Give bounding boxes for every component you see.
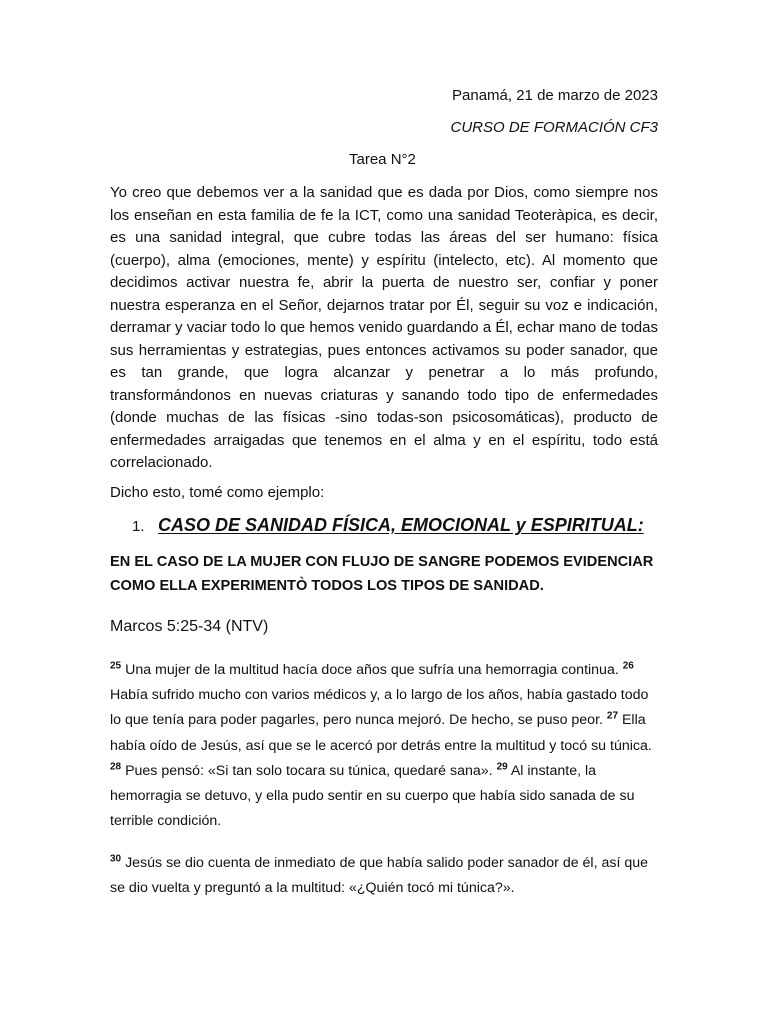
verse-number: 29 xyxy=(496,761,508,773)
verse-number: 30 xyxy=(110,853,122,865)
verse-number: 28 xyxy=(110,761,122,773)
section-subtitle: EN EL CASO DE LA MUJER CON FLUJO DE SANGRE PODEMOS EVIDENCIAR COMO ELLA EXPERIMENTÒ TODOS LOS TIPOS DE SANIDAD. xyxy=(110,554,654,594)
section-title: CASO DE SANIDAD FÍSICA, EMOCIONAL y ESPIRITUAL: xyxy=(158,515,644,535)
verse-text: Jesús se dio cuenta de inmediato de que había salido poder sanador de él, así que se dio vuelta y preguntó a la multitud: «¿Quién tocó mi túnica?». xyxy=(110,855,649,897)
verse-text: Había sufrido mucho con varios médicos y, a lo largo de los años, había gastado todo lo que tenía para poder pagarles, pero nunca mejoró. De hecho, se puso peor. xyxy=(110,687,649,729)
verse-text: Ella había oído de Jesús, así que se le acercó por detrás entre la multitud y tocó su túnica. xyxy=(110,712,652,754)
section-number: 1. xyxy=(132,518,145,535)
verse-number: 26 xyxy=(622,660,634,672)
section-heading xyxy=(132,515,644,536)
task-title: Tarea N°2 xyxy=(349,151,416,168)
verse-number: 27 xyxy=(606,710,619,722)
verse-text: Al instante, la hemorragia se detuvo, y ella pudo sentir en su cuerpo que había sido sanada de su terrible condición. xyxy=(110,762,635,830)
course-title: CURSO DE FORMACIÓN CF3 xyxy=(450,119,658,136)
intro-line: Dicho esto, tomé como ejemplo: xyxy=(110,484,325,501)
body-paragraph: Yo creo que debemos ver a la sanidad que es dada por Dios, como siempre nos los enseñan en esta familia de fe la ICT, como una sanidad Teoteràpica, es decir, es una sanidad integral, que cubre todas las áreas del ser humano: física (cuerpo), alma (emociones, mente) y espíritu (intelecto, etc). Al momento que decidimos activar nuestra fe, abrir la puerta de nuestro ser, confiar y poner nuestra esperanza en el Señor, dejarnos tratar por Él, seguir su voz e indicación, derramar y vaciar todo lo que hemos venido guardando a Él, echar mano de todas sus herramientas y estrategias, pues entonces activamos su poder sanador, que es tan grande, que logra alcanzar y penetrar a lo más profundo, transformándonos en nuevas criaturas y sanando todo tipo de enfermedades (donde muchas de las físicas -sino todas-son psicosomáticas), producto de enfermedades arraigadas que tenemos en el alma y en el espíritu, todo está correlacionado. xyxy=(110,184,658,471)
date-line: Panamá, 21 de marzo de 2023 xyxy=(452,87,658,104)
verse-text: Una mujer de la multitud hacía doce años que sufría una hemorragia continua. xyxy=(121,662,623,678)
verse-number: 25 xyxy=(110,660,122,672)
verse-paragraph xyxy=(110,658,658,834)
scripture-reference: Marcos 5:25-34 (NTV) xyxy=(110,618,269,635)
verse-text: Pues pensó: «Si tan solo tocara su túnica, quedaré sana». xyxy=(121,762,497,779)
verse-paragraph xyxy=(110,851,658,901)
